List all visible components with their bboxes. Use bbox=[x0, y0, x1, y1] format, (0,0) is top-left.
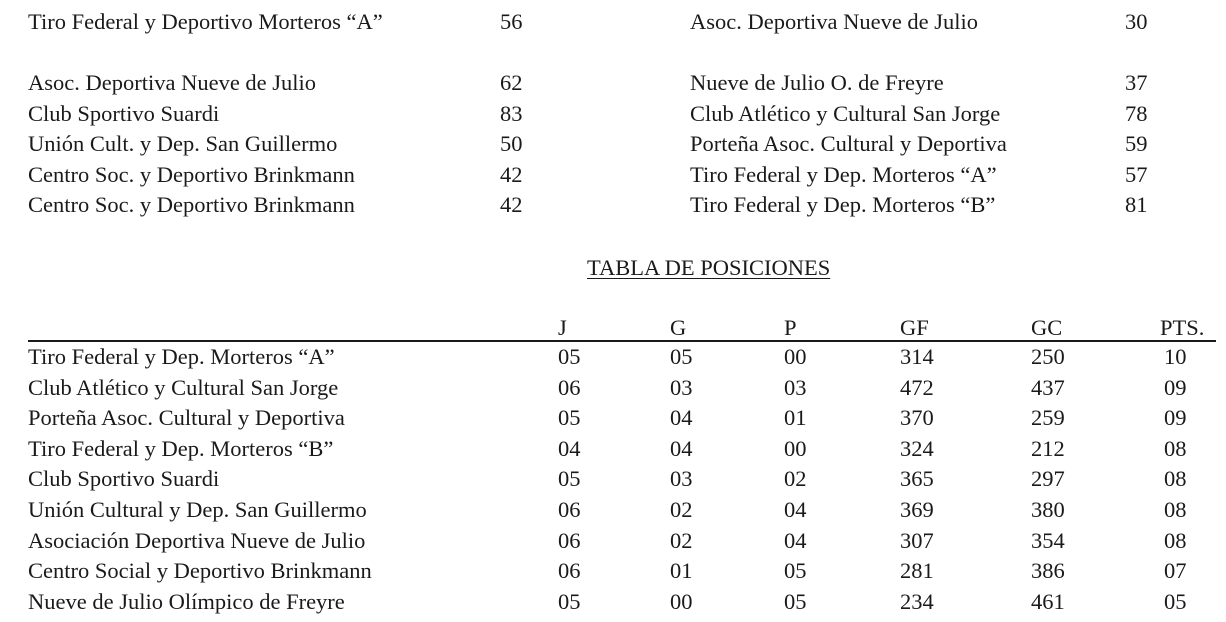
result-left-team: Unión Cult. y Dep. San Guillermo bbox=[28, 131, 338, 156]
header-rule bbox=[28, 340, 1216, 342]
table-cell: 05 bbox=[784, 588, 807, 614]
table-cell: 386 bbox=[1031, 558, 1065, 584]
result-right-team: Asoc. Deportiva Nueve de Julio bbox=[690, 9, 979, 34]
result-left-score: 56 bbox=[500, 9, 523, 34]
table-cell: 370 bbox=[900, 405, 934, 431]
result-right-team: Tiro Federal y Dep. Morteros “A” bbox=[690, 161, 997, 187]
result-right-team: Nueve de Julio O. de Freyre bbox=[690, 70, 944, 95]
table-cell: 06 bbox=[558, 527, 581, 553]
result-right-team: Tiro Federal y Dep. Morteros “B” bbox=[690, 192, 996, 217]
table-cell: 281 bbox=[900, 558, 934, 584]
table-cell: 472 bbox=[900, 374, 934, 400]
result-left-score: 83 bbox=[500, 100, 523, 126]
table-cell: 05 bbox=[558, 466, 581, 492]
table-cell: 250 bbox=[1031, 344, 1065, 369]
table-cell: 08 bbox=[1164, 527, 1187, 553]
result-right-score: 37 bbox=[1125, 70, 1148, 95]
table-row-team: Porteña Asoc. Cultural y Deportiva bbox=[28, 405, 345, 431]
table-cell: 354 bbox=[1031, 527, 1065, 553]
table-cell: 06 bbox=[558, 497, 581, 522]
result-left-score: 42 bbox=[500, 161, 523, 187]
table-cell: 08 bbox=[1164, 497, 1187, 522]
table-row-team: Centro Social y Deportivo Brinkmann bbox=[28, 558, 372, 584]
table-cell: 04 bbox=[670, 435, 693, 461]
table-cell: 04 bbox=[784, 497, 807, 522]
result-right-score: 30 bbox=[1125, 9, 1148, 34]
table-row-team: Club Atlético y Cultural San Jorge bbox=[28, 374, 339, 400]
table-row-team: Tiro Federal y Dep. Morteros “B” bbox=[28, 435, 334, 461]
result-left-score: 42 bbox=[500, 192, 523, 217]
result-left-team: Club Sportivo Suardi bbox=[28, 100, 220, 126]
result-left-team: Centro Soc. y Deportivo Brinkmann bbox=[28, 192, 355, 217]
result-right-score: 78 bbox=[1125, 100, 1148, 126]
table-cell: 03 bbox=[670, 466, 693, 492]
table-cell: 04 bbox=[670, 405, 693, 431]
table-cell: 06 bbox=[558, 374, 581, 400]
column-header: PTS. bbox=[1160, 315, 1205, 340]
table-cell: 00 bbox=[784, 435, 807, 461]
table-cell: 365 bbox=[900, 466, 934, 492]
table-cell: 297 bbox=[1031, 466, 1065, 492]
table-cell: 324 bbox=[900, 435, 934, 461]
result-left-team: Tiro Federal y Deportivo Morteros “A” bbox=[28, 9, 383, 34]
result-left-score: 62 bbox=[500, 70, 523, 95]
result-right-team: Porteña Asoc. Cultural y Deportiva bbox=[690, 131, 1007, 156]
result-right-team: Club Atlético y Cultural San Jorge bbox=[690, 100, 1001, 126]
table-cell: 03 bbox=[670, 374, 693, 400]
table-cell: 08 bbox=[1164, 435, 1187, 461]
table-row-team: Nueve de Julio Olímpico de Freyre bbox=[28, 588, 345, 614]
column-header: P bbox=[784, 315, 797, 340]
table-cell: 04 bbox=[784, 527, 807, 553]
table-cell: 259 bbox=[1031, 405, 1065, 431]
table-cell: 234 bbox=[900, 588, 934, 614]
table-cell: 369 bbox=[900, 497, 934, 522]
column-header: G bbox=[670, 315, 687, 340]
table-cell: 05 bbox=[670, 344, 693, 369]
table-cell: 437 bbox=[1031, 374, 1065, 400]
result-left-score: 50 bbox=[500, 131, 523, 156]
table-cell: 05 bbox=[558, 405, 581, 431]
table-cell: 05 bbox=[558, 344, 581, 369]
table-cell: 461 bbox=[1031, 588, 1065, 614]
table-cell: 07 bbox=[1164, 558, 1187, 584]
table-cell: 09 bbox=[1164, 405, 1187, 431]
table-cell: 05 bbox=[1164, 588, 1187, 614]
table-cell: 00 bbox=[784, 344, 807, 369]
table-cell: 02 bbox=[670, 497, 693, 522]
table-row-team: Club Sportivo Suardi bbox=[28, 466, 220, 492]
table-row-team: Asociación Deportiva Nueve de Julio bbox=[28, 527, 366, 553]
table-cell: 05 bbox=[784, 558, 807, 584]
table-cell: 212 bbox=[1031, 435, 1065, 461]
table-cell: 380 bbox=[1031, 497, 1065, 522]
table-cell: 08 bbox=[1164, 466, 1187, 492]
standings-title: TABLA DE POSICIONES bbox=[587, 255, 831, 280]
table-cell: 02 bbox=[784, 466, 807, 492]
table-cell: 00 bbox=[670, 588, 693, 614]
result-right-score: 81 bbox=[1125, 192, 1148, 217]
table-cell: 06 bbox=[558, 558, 581, 584]
table-cell: 05 bbox=[558, 588, 581, 614]
result-left-team: Centro Soc. y Deportivo Brinkmann bbox=[28, 161, 355, 187]
result-right-score: 57 bbox=[1125, 161, 1148, 187]
table-row-team: Unión Cultural y Dep. San Guillermo bbox=[28, 497, 367, 522]
result-right-score: 59 bbox=[1125, 131, 1148, 156]
table-cell: 10 bbox=[1164, 344, 1187, 369]
column-header: GC bbox=[1031, 315, 1063, 340]
column-header: J bbox=[558, 315, 567, 340]
table-row-team: Tiro Federal y Dep. Morteros “A” bbox=[28, 344, 335, 369]
result-left-team: Asoc. Deportiva Nueve de Julio bbox=[28, 70, 317, 95]
table-cell: 307 bbox=[900, 527, 934, 553]
table-cell: 01 bbox=[784, 405, 807, 431]
table-cell: 02 bbox=[670, 527, 693, 553]
table-cell: 03 bbox=[784, 374, 807, 400]
table-cell: 314 bbox=[900, 344, 934, 369]
table-cell: 04 bbox=[558, 435, 581, 461]
column-header: GF bbox=[900, 315, 929, 340]
table-cell: 09 bbox=[1164, 374, 1187, 400]
table-cell: 01 bbox=[670, 558, 693, 584]
